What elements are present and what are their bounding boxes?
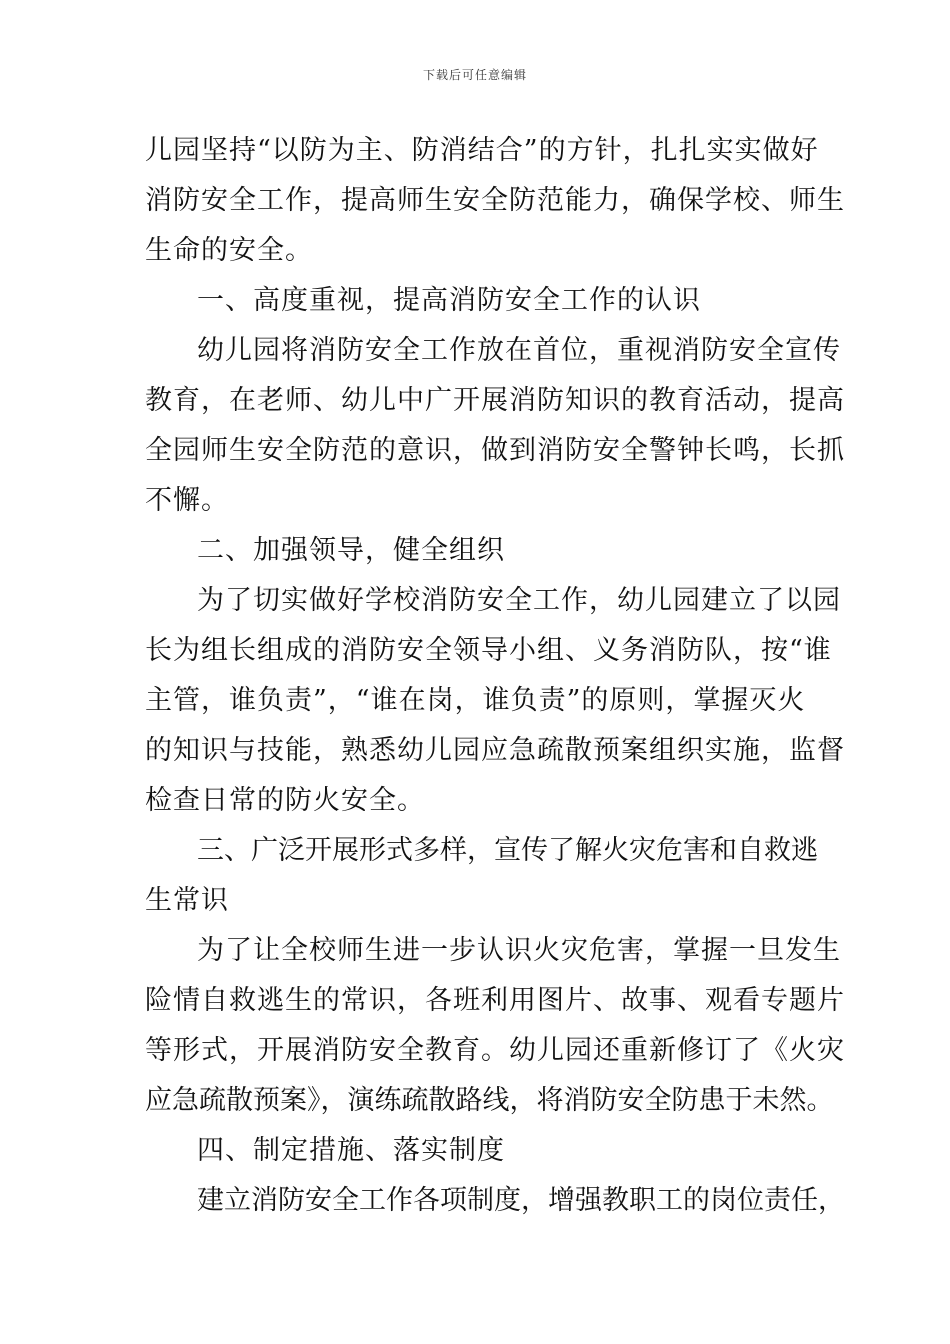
paragraph-line: 险情自救逃生的常识，各班利用图片、故事、观看专题片 <box>145 985 845 1016</box>
paragraph-line: 为了切实做好学校消防安全工作，幼儿园建立了以园 <box>197 585 841 616</box>
paragraph-line: 全园师生安全防范的意识，做到消防安全警钟长鸣，长抓 <box>145 435 845 466</box>
paragraph-line: 为了让全校师生进一步认识火灾危害，掌握一旦发生 <box>197 935 841 966</box>
section-heading-continuation: 生常识 <box>145 885 229 916</box>
paragraph-line: 主管，谁负责”，“谁在岗，谁负责”的原则，掌握灭火 <box>145 685 806 716</box>
section-heading: 四、制定措施、落实制度 <box>197 1135 505 1166</box>
section-heading: 一、高度重视，提高消防安全工作的认识 <box>197 285 701 316</box>
paragraph-line: 不懈。 <box>145 485 229 516</box>
section-heading: 二、加强领导，健全组织 <box>197 535 505 566</box>
paragraph-line: 教育，在老师、幼儿中广开展消防知识的教育活动，提高 <box>145 385 845 416</box>
paragraph-line: 儿园坚持“以防为主、防消结合”的方针，扎扎实实做好 <box>145 135 819 166</box>
paragraph-line: 建立消防安全工作各项制度，增强教职工的岗位责任， <box>197 1185 845 1216</box>
paragraph-line: 消防安全工作，提高师生安全防范能力，确保学校、师生 <box>145 185 845 216</box>
paragraph-line: 生命的安全。 <box>145 235 313 266</box>
document-body <box>145 126 845 1226</box>
paragraph-line: 等形式，开展消防安全教育。幼儿园还重新修订了《火灾 <box>145 1035 845 1066</box>
page-header: 下载后可任意编辑 <box>422 68 527 82</box>
section-heading: 三、广泛开展形式多样，宣传了解火灾危害和自救逃 <box>197 835 818 866</box>
paragraph-line: 的知识与技能，熟悉幼儿园应急疏散预案组织实施，监督 <box>145 735 845 766</box>
paragraph-line: 幼儿园将消防安全工作放在首位，重视消防安全宣传 <box>197 335 841 366</box>
paragraph-line: 应急疏散预案》，演练疏散路线，将消防安全防患于未然。 <box>145 1085 834 1116</box>
paragraph-line: 长为组长组成的消防安全领导小组、义务消防队，按“谁 <box>145 635 832 666</box>
paragraph-line: 检查日常的防火安全。 <box>145 785 425 816</box>
